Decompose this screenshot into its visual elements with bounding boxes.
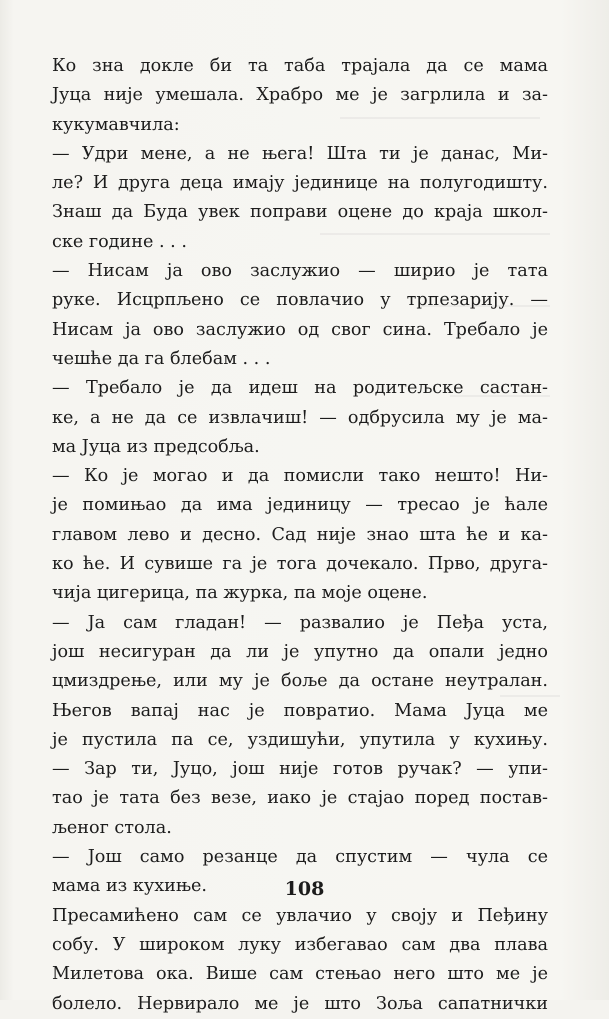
text-line: цмиздрење, или му је боље да остане неутралан.: [52, 671, 548, 692]
text-line: — Још само резанце да спустим — чула се: [52, 847, 548, 868]
text-line: Милетова ока. Више сам стењао него што ме је: [52, 964, 548, 985]
text-line: мама из кухиње.: [52, 876, 207, 897]
text-line: ле? И друга деца имају јединице на полугодишту.: [52, 173, 548, 194]
text-line: — Зар ти, Јуцо, још није готов ручак? — упи-: [52, 759, 548, 780]
text-line: још несигуран да ли је упутно да опали једно: [52, 641, 548, 662]
text-line: Знаш да Буда увек поправи оцене до краја школ-: [52, 202, 548, 223]
text-line: кукумавчила:: [52, 114, 180, 135]
text-line: чешће да га блебам . . .: [52, 348, 271, 369]
text-line: ма Јуца из предсобља.: [52, 436, 260, 457]
text-line: Његов вапај нас је повратио. Мама Јуца ме: [52, 700, 548, 721]
page-number: 108: [284, 878, 325, 900]
text-line: Нисам ја ово заслужио од свог сина. Требало је: [52, 319, 548, 340]
text-line: Пресамићено сам се увлачио у своју и Пеђину: [52, 905, 548, 926]
text-line: — Ко је могао и да помисли тако нешто! Ни-: [52, 466, 548, 487]
text-line: ке, а не да се извлачиш! — одбрусила му је ма-: [52, 407, 548, 428]
text-line: — Требало је да идеш на родитељске састан-: [52, 378, 548, 399]
text-line: руке. Исцрпљено се повлачио у трпезарију. —: [52, 290, 548, 311]
text-line: — Ја сам гладан! — развалио је Пеђа уста,: [52, 612, 548, 633]
text-line: — Нисам ја ово заслужио — ширио је тата: [52, 261, 548, 282]
text-line: љеног стола.: [52, 817, 172, 838]
text-line: Јуца није умешала. Храбро ме је загрлила и за-: [52, 85, 548, 106]
text-line: ске године . . .: [52, 231, 187, 252]
text-line: — Удри мене, а не њега! Шта ти је данас, Ми-: [52, 143, 548, 164]
text-line: тао је тата без везе, иако је стајао поред постав-: [52, 788, 548, 809]
text-line: је помињао да има јединицу — тресао је ћале: [52, 495, 548, 516]
text-line: ко ће. И сувише га је тога дочекало. Прво, друга-: [52, 554, 548, 575]
body-text: [52, 52, 548, 1019]
text-line: Ко зна докле би та таба трајала да се мама: [52, 56, 548, 76]
text-line: собу. У широком луку избегавао сам два плава: [52, 934, 548, 955]
text-line: је пустила па се, уздишући, упутила у кухињу.: [52, 729, 548, 750]
text-line: главом лево и десно. Сад није знао шта ће и ка-: [52, 524, 548, 545]
text-line: болело. Нервирало ме је што Зоља сапатнички: [52, 993, 548, 1014]
text-line: чија цигерица, па журка, па моје оцене.: [52, 583, 428, 604]
